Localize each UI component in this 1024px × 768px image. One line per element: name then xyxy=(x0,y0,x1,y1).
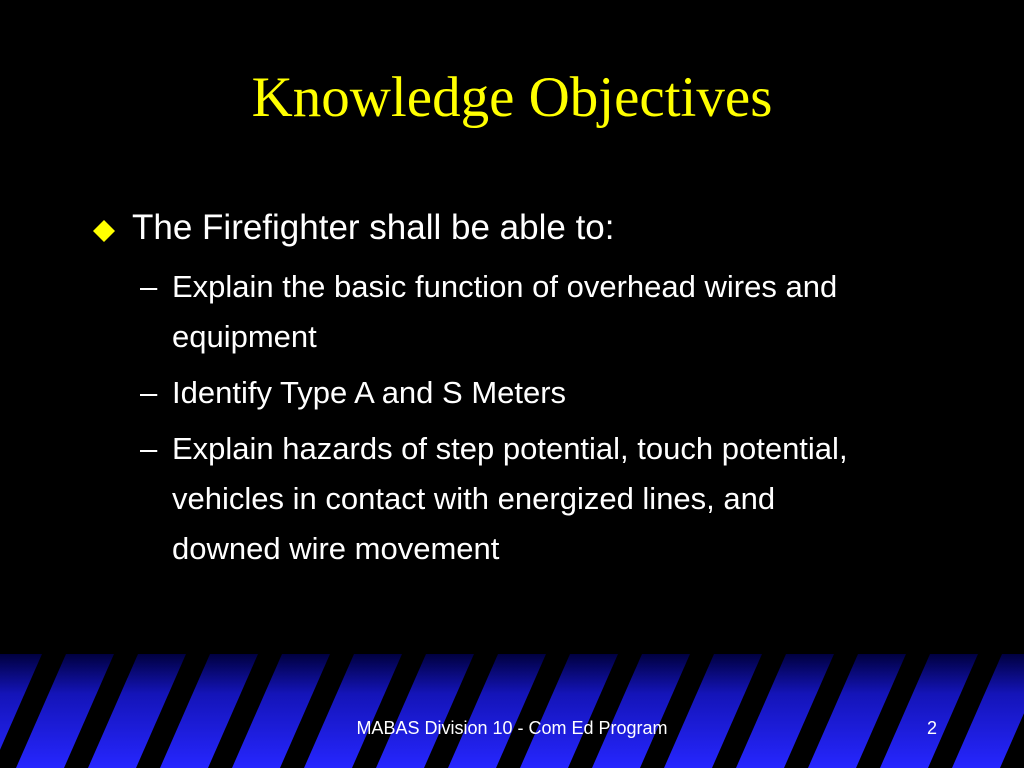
sub-bullet-text: Identify Type A and S Meters xyxy=(172,375,567,410)
sub-bullet-text: Explain the basic function of overhead wires and equipment xyxy=(172,269,838,354)
sub-bullet-item xyxy=(92,368,872,418)
main-bullet-text: The Firefighter shall be able to: xyxy=(132,208,615,247)
page-number: 2 xyxy=(926,718,937,738)
main-bullet xyxy=(92,200,972,256)
diamond-bullet-icon xyxy=(92,219,116,243)
sub-bullet-item xyxy=(92,262,872,362)
slide-content xyxy=(92,200,972,580)
sub-bullet-text: Explain hazards of step potential, touch potential, vehicles in contact with energized lines, and downed wire movement xyxy=(172,431,848,566)
sub-bullet-dash: – xyxy=(140,269,158,304)
sub-bullet-dash: – xyxy=(140,375,158,410)
footer-band xyxy=(0,654,1024,768)
sub-bullet-dash: – xyxy=(140,431,158,466)
sub-bullet-item xyxy=(92,424,872,574)
sub-bullet-list xyxy=(92,262,972,574)
footer-caption: MABAS Division 10 - Com Ed Program xyxy=(356,718,668,738)
slide-title: Knowledge Objectives xyxy=(251,66,773,129)
